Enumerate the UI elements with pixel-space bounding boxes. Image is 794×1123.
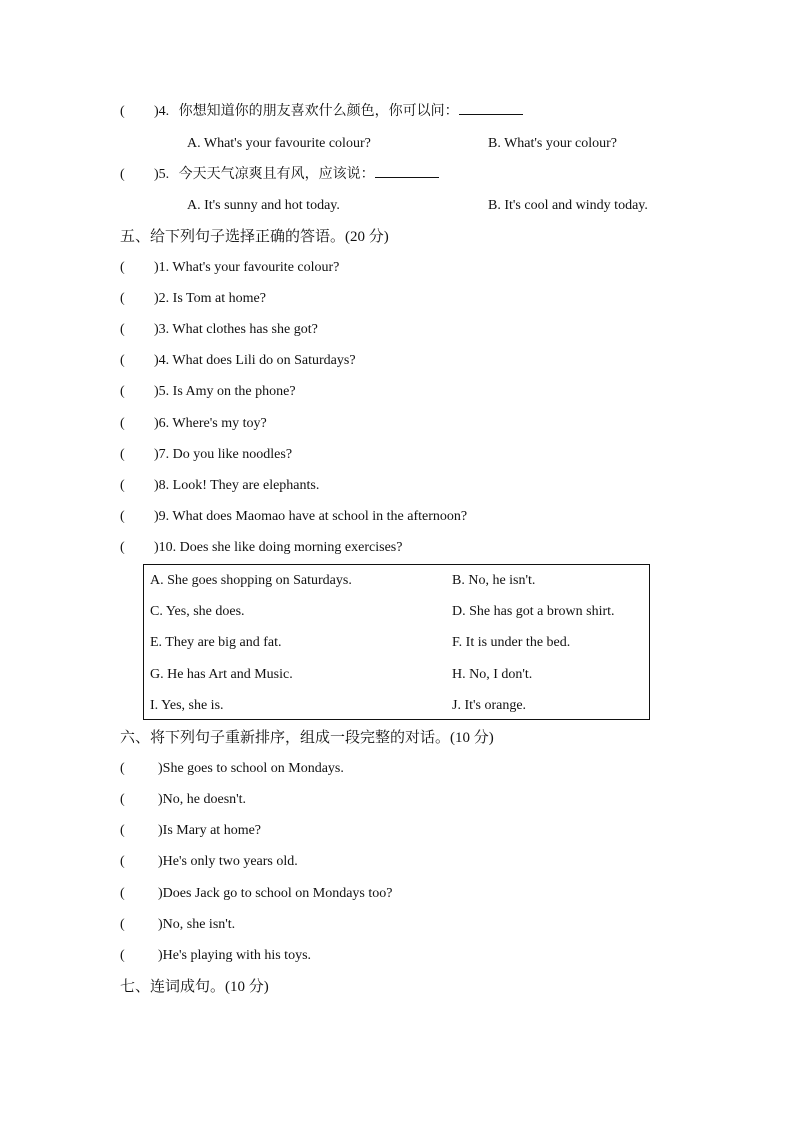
item-text: )She goes to school on Mondays. [158, 761, 344, 776]
item-text: )No, she isn't. [158, 917, 236, 932]
answer-paren[interactable]: ( [120, 854, 125, 869]
question-number: )8. [154, 478, 170, 493]
item-text: )He's playing with his toys. [158, 948, 312, 963]
answer-option: F. It is under the bed. [452, 635, 571, 650]
s5-question [120, 256, 339, 280]
question-number: )7. [154, 447, 170, 462]
answer-blank[interactable] [459, 100, 523, 115]
question-text: Is Tom at home? [172, 291, 266, 306]
answer-paren[interactable]: ( [120, 384, 125, 399]
answer-paren[interactable]: ( [120, 823, 125, 838]
answer-option: A. She goes shopping on Saturdays. [150, 573, 352, 588]
s5-question [120, 443, 292, 467]
answer-blank[interactable] [375, 163, 439, 178]
answer-option: J. It's orange. [452, 698, 527, 713]
answer-option: D. She has got a brown shirt. [452, 604, 615, 619]
answer-paren[interactable]: ( [120, 509, 125, 524]
option-b: B. It's cool and windy today. [488, 198, 648, 213]
option-a: A. What's your favourite colour? [187, 136, 371, 151]
question-number: )4. [154, 353, 170, 368]
answer-paren[interactable]: ( [120, 167, 125, 182]
answer-option: C. Yes, she does. [150, 604, 245, 619]
answer-paren[interactable]: ( [120, 792, 125, 807]
option-b: B. What's your colour? [488, 136, 618, 151]
question-text: Is Amy on the phone? [172, 384, 296, 399]
answer-paren[interactable]: ( [120, 416, 125, 431]
question-text: Look! They are elephants. [172, 478, 320, 493]
s5-question [120, 474, 319, 498]
answer-option: B. No, he isn't. [452, 573, 536, 588]
question-number: )5. [154, 384, 170, 399]
answer-option: I. Yes, she is. [150, 698, 224, 713]
answer-option: H. No, I don't. [452, 667, 533, 682]
s5-question [120, 412, 267, 436]
answer-paren[interactable]: ( [120, 260, 125, 275]
answer-paren[interactable]: ( [120, 353, 125, 368]
answer-paren[interactable]: ( [120, 291, 125, 306]
section-7-heading: 七、连词成句。(10 分) [120, 979, 269, 995]
question-text: What does Lili do on Saturdays? [172, 353, 356, 368]
answer-paren[interactable]: ( [120, 447, 125, 462]
answer-paren[interactable]: ( [120, 948, 125, 963]
question-text: 你想知道你的朋友喜欢什么颜色，你可以问： [178, 104, 459, 119]
question-text: Do you like noodles? [172, 447, 293, 462]
question-text: 今天天气凉爽且有风，应该说： [178, 167, 375, 182]
s6-item [120, 819, 261, 843]
answer-option: G. He has Art and Music. [150, 667, 293, 682]
s6-item [120, 850, 298, 874]
s5-question [120, 349, 356, 373]
question-text: What does Maomao have at school in the afternoon? [172, 509, 468, 524]
section-6-heading: 六、将下列句子重新排序，组成一段完整的对话。(10 分) [120, 730, 494, 746]
answer-paren[interactable]: ( [120, 917, 125, 932]
s6-item [120, 757, 344, 781]
answer-paren[interactable]: ( [120, 540, 125, 555]
question-text: What clothes has she got? [172, 322, 318, 337]
question-text: Where's my toy? [172, 416, 267, 431]
question-number: )3. [154, 322, 170, 337]
question-number: )9. [154, 509, 170, 524]
answer-paren[interactable]: ( [120, 104, 125, 119]
answer-options-box [143, 564, 650, 720]
question-4 [120, 100, 523, 124]
answer-option: E. They are big and fat. [150, 635, 282, 650]
answer-paren[interactable]: ( [120, 886, 125, 901]
s6-item [120, 944, 311, 968]
question-number: )1. [154, 260, 170, 275]
question-number: )10. [154, 540, 177, 555]
question-text: What's your favourite colour? [172, 260, 340, 275]
s5-question [120, 505, 467, 529]
item-text: )No, he doesn't. [158, 792, 247, 807]
s5-question [120, 287, 266, 311]
s5-question [120, 380, 296, 404]
section-5-heading: 五、给下列句子选择正确的答语。(20 分) [120, 229, 389, 245]
s5-question [120, 536, 402, 560]
item-text: )Does Jack go to school on Mondays too? [158, 886, 393, 901]
answer-paren[interactable]: ( [120, 322, 125, 337]
item-text: )He's only two years old. [158, 854, 298, 869]
question-number: )4. [154, 104, 170, 119]
question-number: )6. [154, 416, 170, 431]
answer-paren[interactable]: ( [120, 761, 125, 776]
s6-item [120, 913, 235, 937]
answer-paren[interactable]: ( [120, 478, 125, 493]
s6-item [120, 788, 246, 812]
item-text: )Is Mary at home? [158, 823, 262, 838]
question-5 [120, 163, 439, 187]
s5-question [120, 318, 318, 342]
question-text: Does she like doing morning exercises? [179, 540, 403, 555]
question-number: )2. [154, 291, 170, 306]
s6-item [120, 882, 392, 906]
option-a: A. It's sunny and hot today. [187, 198, 340, 213]
question-number: )5. [154, 167, 170, 182]
